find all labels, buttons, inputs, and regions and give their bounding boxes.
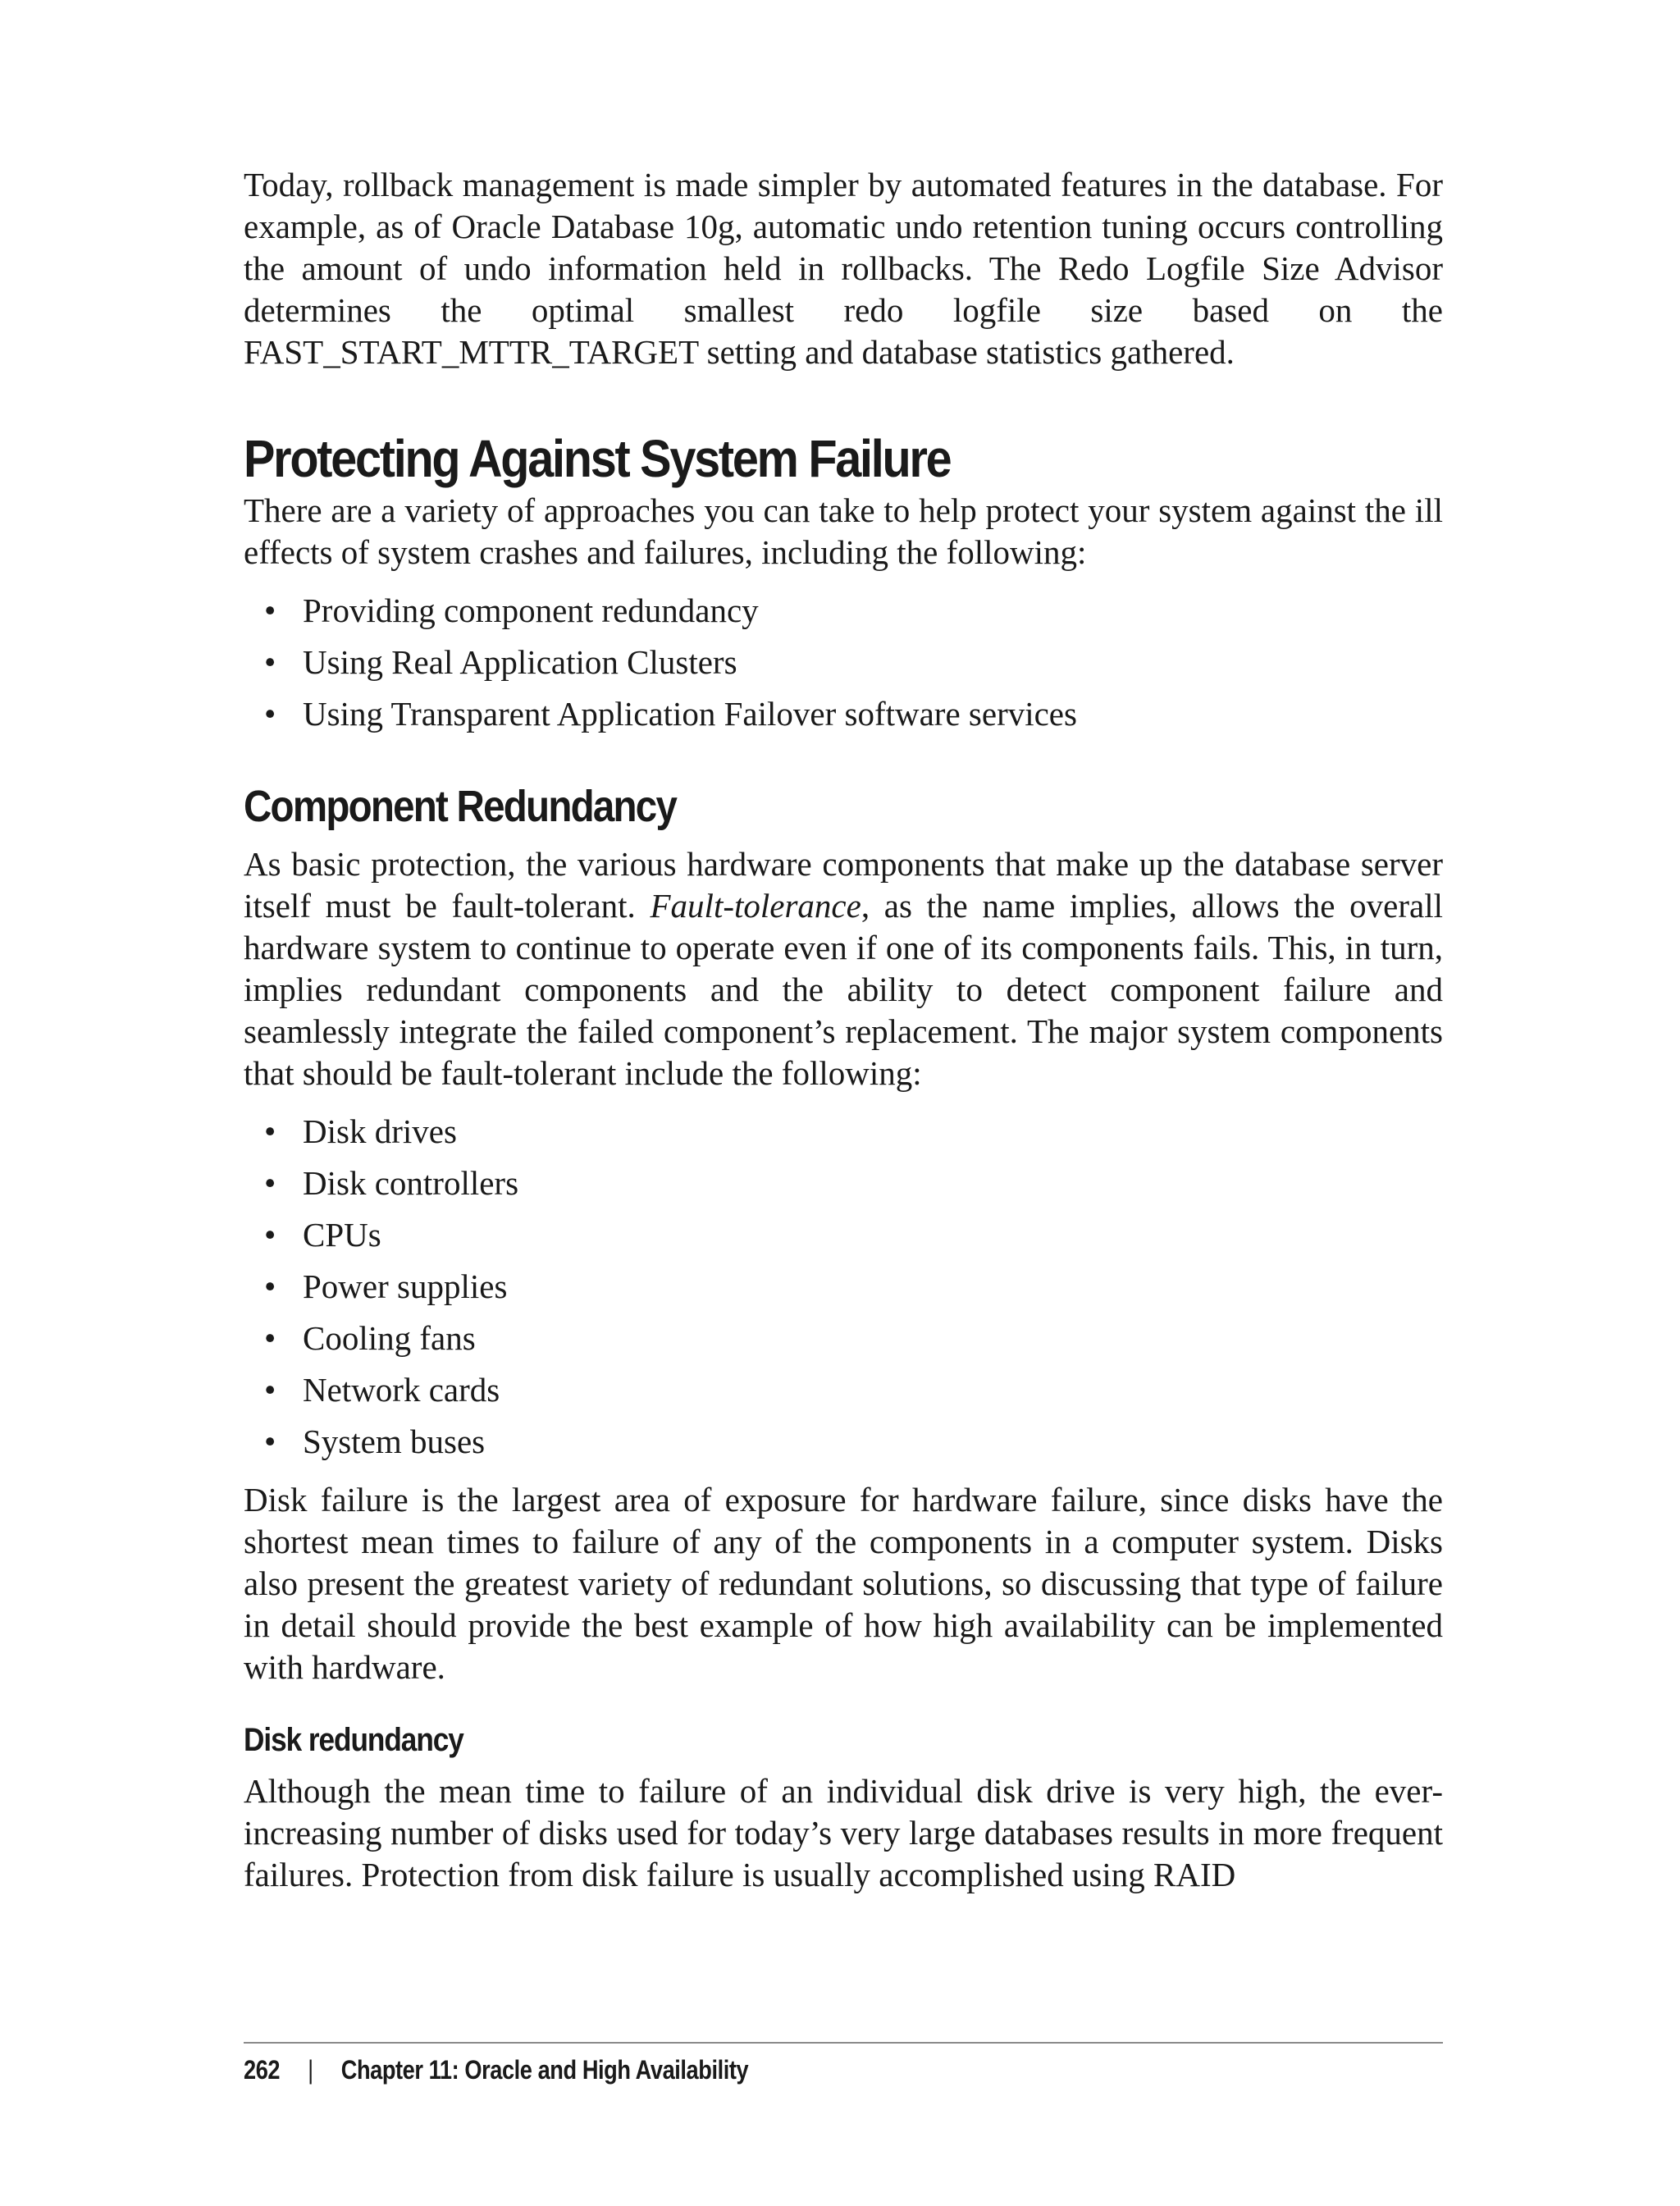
footer-text [244,2053,748,2086]
list-item-text: Disk controllers [303,1164,519,1202]
bullet-icon: • [264,1112,276,1150]
list-item-text: Using Transparent Application Failover software services [303,695,1077,733]
component-paragraph-part-2: , as the name implies, allows the overall hardware system to continue to operate even if one of its components fails. This, in turn, implies redundant components and the ability to detect component failure and seamlessly integrate the failed component’s replacement. The major system components that should be fault-tolerant include the following: [244,887,1443,1092]
list-item [244,1364,1443,1416]
bullet-icon: • [264,1164,276,1202]
list-item-text: Providing component redundancy [303,591,759,629]
section-heading-protecting: Protecting Against System Failure [244,429,951,488]
disk-redundancy-paragraph: Although the mean time to failure of an individual disk drive is very high, the ever-increasing number of disks used for today’s very large databases results in more frequent failures. Protection from disk failure is usually accomplished using RAID [244,1772,1443,1893]
list-item [244,1416,1443,1468]
protecting-bullet-list [244,585,1443,740]
footer-separator: | [308,2055,313,2085]
bullet-icon: • [264,1371,276,1409]
list-item-text: Network cards [303,1371,500,1409]
page-content [244,164,1443,1896]
list-item-text: Using Real Application Clusters [303,643,737,681]
list-item-text: Cooling fans [303,1319,476,1357]
page-number: 262 [244,2055,281,2085]
protecting-paragraph: There are a variety of approaches you can take to help protect your system against the ill effects of system crashes and failures, including the following: [244,491,1443,571]
bullet-icon: • [264,1216,276,1254]
section-heading-component-redundancy: Component Redundancy [244,782,677,831]
list-item [244,637,1443,688]
component-paragraph [244,843,1443,1094]
list-item-text: System buses [303,1423,486,1460]
bullet-icon: • [264,1319,276,1357]
bullet-icon: • [264,643,276,681]
component-paragraph-part-1: As basic protection, the various hardware components that make up the database server itself must be fault-tolerant. [244,845,1443,925]
list-item-text: CPUs [303,1216,381,1254]
list-item [244,1106,1443,1158]
chapter-title: Chapter 11: Oracle and High Availability [340,2055,749,2085]
bullet-icon: • [264,1423,276,1460]
list-item-text: Power supplies [303,1267,508,1305]
list-item-text: Disk drives [303,1112,457,1150]
subsection-heading-disk-redundancy: Disk redundancy [244,1722,463,1758]
intro-paragraph: Today, rollback management is made simpler by automated features in the database. For example, as of Oracle Database 10g, automatic undo retention tuning occurs controlling the amount of undo information held in rollbacks. The Redo Logfile Size Advisor determines the optimal smallest redo logfile size based on the FAST_START_MTTR_TARGET setting and database statistics gathered. [244,166,1443,371]
fault-tolerance-term: Fault-tolerance [650,887,861,925]
list-item [244,1261,1443,1313]
list-item [244,1313,1443,1364]
bullet-icon: • [264,1267,276,1305]
disk-failure-paragraph: Disk failure is the largest area of exposure for hardware failure, since disks have the shortest mean times to failure of any of the components in a computer system. Disks also present the greatest variety of redundant solutions, so discussing that type of failure in detail should provide the best example of how high availability can be implemented with hardware. [244,1481,1443,1686]
list-item [244,1158,1443,1209]
component-bullet-list [244,1106,1443,1468]
page-footer [244,2042,1443,2085]
bullet-icon: • [264,591,276,629]
list-item [244,688,1443,740]
list-item [244,585,1443,637]
list-item [244,1209,1443,1261]
bullet-icon: • [264,695,276,733]
